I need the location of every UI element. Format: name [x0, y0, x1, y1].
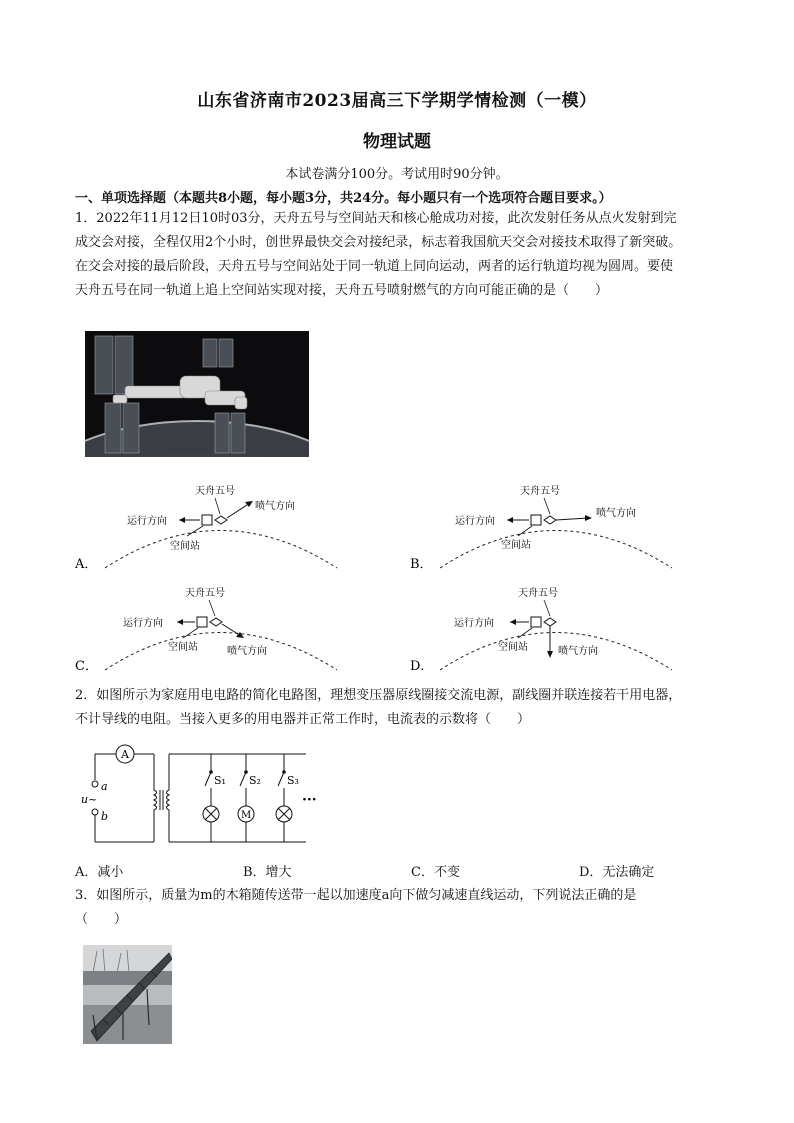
page-title: 山东省济南市2023届高三下学期学情检测（一模）	[197, 91, 597, 111]
direction-label: 运行方向	[454, 618, 494, 629]
section-heading: 一、单项选择题（本题共8小题，每小题3分，共24分。每小题只有一个选项符合题目要求。）	[75, 191, 612, 206]
exhaust-label: 喷气方向	[558, 646, 598, 657]
switch-s1-label: S₁	[214, 774, 226, 787]
orbit-diagram-b	[410, 478, 680, 573]
choice-d: D．无法确定	[579, 865, 655, 880]
tianzhou-diamond	[210, 618, 222, 626]
direction-label: 运行方向	[127, 516, 167, 527]
option-b: B．	[410, 557, 433, 572]
orbit-path	[440, 633, 672, 671]
switch-s2-label: S₂	[249, 774, 261, 787]
q1-line: 成交会对接，全程仅用2个小时，创世界最快交会对接纪录，标志着我国航天交会对接技术取得了新突破。	[75, 235, 682, 250]
space-station-photo	[85, 331, 309, 457]
tianzhou-diamond	[544, 618, 556, 626]
station-box	[531, 515, 541, 525]
page-subtitle: 物理试题	[363, 132, 431, 152]
exhaust-label: 喷气方向	[227, 646, 267, 657]
terminal-b-label: b	[101, 810, 109, 823]
choice-a: A．减小	[75, 865, 124, 880]
orbit-path	[105, 531, 337, 569]
direction-label: 运行方向	[123, 618, 163, 629]
conveyor-photo	[83, 945, 172, 1044]
direction-label: 运行方向	[455, 516, 495, 527]
exhaust-label: 喷气方向	[596, 508, 636, 519]
orbit-diagram-d	[410, 580, 680, 675]
station-label: 空间站	[498, 642, 528, 653]
source-label: u~	[81, 793, 98, 806]
option-c: C．	[75, 659, 98, 674]
question-1	[75, 207, 735, 303]
q1-line: 在交会对接的最后阶段，天舟五号与空间站处于同一轨道上同向运动，两者的运行轨道均视为圆周。要使	[75, 259, 674, 274]
option-d: D．	[410, 659, 434, 674]
exam-note: 本试卷满分100分。考试用时90分钟。	[285, 167, 509, 182]
tianzhou-label: 天舟五号	[185, 588, 225, 599]
orbit-path	[440, 531, 672, 569]
q1-line: 1．2022年11月12日10时03分，天舟五号与空间站天和核心舱成功对接，此次发射任务从点火发射到完	[75, 211, 677, 226]
station-label: 空间站	[170, 541, 200, 552]
tianzhou-label: 天舟五号	[195, 486, 235, 497]
station-label: 空间站	[168, 642, 198, 653]
ammeter-label: A	[121, 748, 129, 761]
q1-line: 天舟五号在同一轨道上追上空间站实现对接，天舟五号喷射燃气的方向可能正确的是（ ）	[75, 283, 609, 298]
q3-line: 3．如图所示，质量为m的木箱随传送带一起以加速度a向下做匀减速直线运动，下列说法正确的是	[75, 888, 637, 903]
choice-c: C．不变	[411, 865, 460, 880]
tianzhou-diamond	[215, 516, 227, 524]
orbit-diagram-c	[75, 580, 345, 675]
q3-line: （ ）	[75, 912, 128, 927]
station-box	[197, 617, 207, 627]
station-label: 空间站	[501, 540, 531, 551]
exhaust-label: 喷气方向	[255, 501, 295, 512]
orbit-diagram-a	[75, 478, 345, 573]
tianzhou-diamond	[544, 516, 556, 524]
motor-label: M	[241, 810, 252, 821]
q2-line: 2．如图所示为家庭用电电路的简化电路图，理想变压器原线圈接交流电源，副线圈并联连接若干用电器，	[75, 688, 682, 703]
tianzhou-label: 天舟五号	[518, 588, 558, 599]
tianzhou-label: 天舟五号	[520, 486, 560, 497]
question-3	[75, 884, 735, 932]
terminal-a-label: a	[101, 780, 108, 793]
q2-line: 不计导线的电阻。当接入更多的用电器并正常工作时，电流表的示数将（ ）	[75, 712, 531, 727]
circuit-diagram	[78, 742, 338, 852]
option-a: A．	[75, 557, 98, 572]
choice-b: B．增大	[243, 865, 292, 880]
station-box	[202, 515, 212, 525]
orbit-path	[105, 633, 337, 671]
question-2	[75, 684, 735, 732]
station-box	[531, 617, 541, 627]
more-devices-label: ···	[302, 792, 317, 808]
switch-s3-label: S₃	[287, 774, 299, 787]
